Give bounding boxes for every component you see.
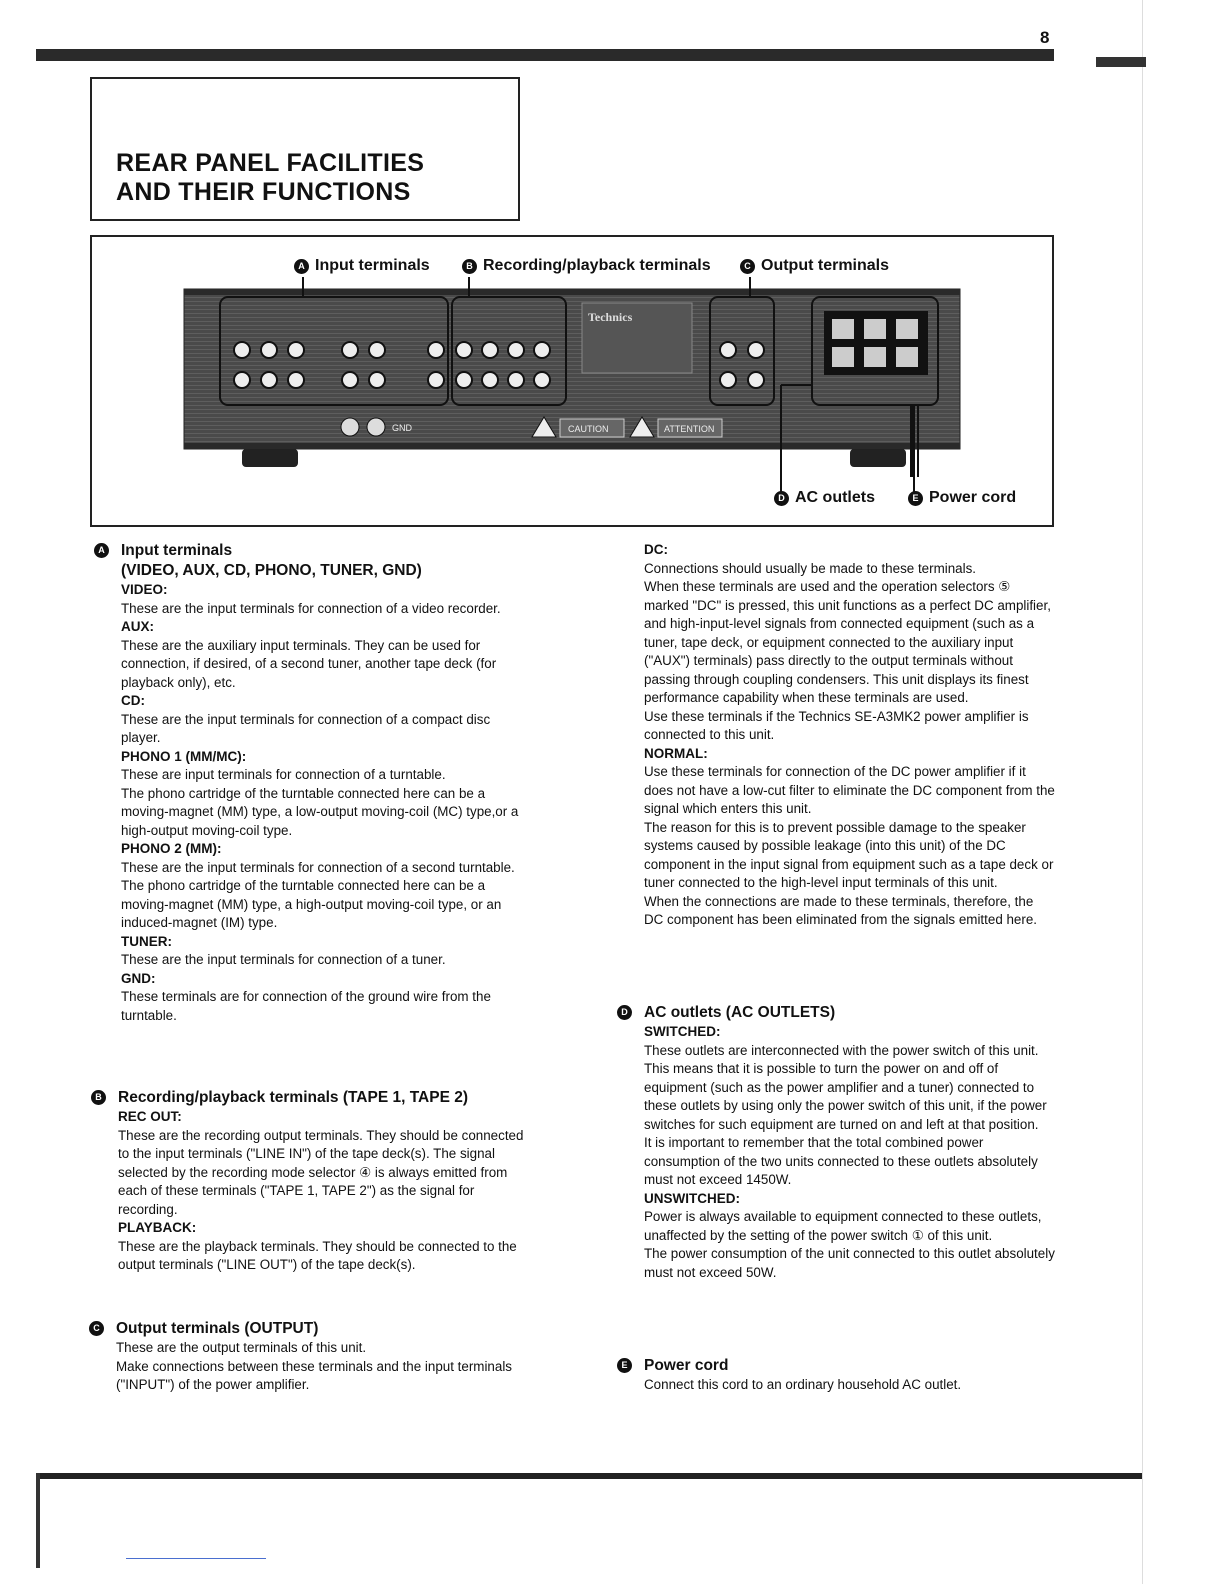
gnd-knob-2 <box>367 418 385 436</box>
section-power-cord <box>621 1356 1056 1395</box>
badge-b: B <box>91 1090 106 1105</box>
phono2-text: These are the input terminals for connection of a second turntable. <box>121 859 515 875</box>
switched-text-3: It is important to remember that the total combined power consumption of the two units connected to these outlets absolutely must not exceed 1450W. <box>644 1135 1038 1187</box>
foot-right <box>850 449 906 467</box>
badge-d: D <box>617 1005 632 1020</box>
switched-text-1: These outlets are interconnected with the power switch of this unit. <box>644 1042 1039 1058</box>
callout-recording-playback <box>462 257 711 275</box>
output-text-2: Make connections between these terminals and the input terminals ("INPUT") of the power amplifier. <box>116 1358 512 1392</box>
attention-label: ATTENTION <box>664 424 715 434</box>
power-cord-text: Connect this cord to an ordinary household AC outlet. <box>644 1377 962 1392</box>
gnd-text: These terminals are for connection of the ground wire from the turntable. <box>121 989 491 1023</box>
badge-b: B <box>462 259 477 274</box>
gnd-knob-1 <box>341 418 359 436</box>
rec-out-text: These are the recording output terminals. They should be connected to the input terminals ("LINE IN") of the tape deck(s). The signal selected by the recording mode selector ④ is always emitted from each of these terminals ("TAPE 1, TAPE 2") as the signal for recording. <box>118 1127 524 1217</box>
gnd-heading: GND: <box>121 970 156 986</box>
brand-label: Technics <box>588 310 633 324</box>
switched-text-2: This means that it is possible to turn the power on and off of equipment (such as the power amplifier and a tuner) connected to these outlets by using only the power switch of this unit, if the power switches for such equipment are turned on and left at that position. <box>644 1061 1047 1132</box>
video-text: These are the input terminals for connection of a video recorder. <box>121 600 501 616</box>
section-dc <box>644 541 1056 930</box>
section-subtitle: (VIDEO, AUX, CD, PHONO, TUNER, GND) <box>121 562 422 579</box>
phono1-heading: PHONO 1 (MM/MC): <box>121 748 247 764</box>
bottom-line-mark <box>126 1558 266 1559</box>
badge-d: D <box>774 491 789 506</box>
callout-label: Output terminals <box>761 257 890 274</box>
section-recording-playback <box>95 1088 530 1275</box>
dc-text-2: When these terminals are used and the operation selectors ⑤ marked "DC" is pressed, this unit functions as a perfect DC amplifier, and high-input-level signals from connected equipment (such as a tuner, tape deck, or equipment connected to the auxiliary input ("AUX") terminals) pass directly to the output terminals without passing through coupling condensers. This unit displays its finest performance capability when these terminals are used. <box>644 579 1051 705</box>
section-title: Power cord <box>644 1357 729 1374</box>
phono2-text-2: The phono cartridge of the turntable connected here can be a moving-magnet (MM) type, a high-output moving-coil type, or an induced-magnet (IM) type. <box>121 878 502 930</box>
output-text-1: These are the output terminals of this unit. <box>116 1340 367 1355</box>
phono1-text: These are input terminals for connection of a turntable. <box>121 767 446 782</box>
cd-heading: CD: <box>121 693 145 708</box>
phono1-text-2: The phono cartridge of the turntable connected here can be a moving-magnet (MM) type, a low-output moving-coil (MC) type,or a high-output moving-coil type. <box>121 785 519 838</box>
badge-a: A <box>94 543 109 558</box>
callout-label: AC outlets <box>795 489 875 506</box>
badge-c: C <box>740 259 755 274</box>
playback-heading: PLAYBACK: <box>118 1220 197 1235</box>
unswitched-text-2: The power consumption of the unit connected to this outlet absolutely must not exceed 50W. <box>644 1246 1055 1280</box>
phono2-heading: PHONO 2 (MM): <box>121 841 222 856</box>
aux-text: These are the auxiliary input terminals. They can be used for connection, if desired, of a second tuner, another tape deck (for playback only), etc. <box>121 637 497 690</box>
tuner-text: These are the input terminals for connection of a tuner. <box>121 952 446 967</box>
playback-text: These are the playback terminals. They should be connected to the output terminals ("LINE OUT") of the tape deck(s). <box>118 1238 517 1272</box>
title-line-1: REAR PANEL FACILITIES <box>116 149 425 177</box>
section-ac-outlets <box>621 1003 1056 1282</box>
callout-label: Power cord <box>929 489 1017 506</box>
normal-text-1: Use these terminals for connection of the DC power amplifier if it does not have a low-cut filter to eliminate the DC component from the signal which enters this unit. <box>644 764 1055 816</box>
switched-heading: SWITCHED: <box>644 1024 721 1039</box>
section-title: Output terminals (OUTPUT) <box>116 1320 319 1337</box>
foot-left <box>242 449 298 467</box>
page-edge <box>1142 0 1224 1584</box>
dc-text-1: Connections should usually be made to these terminals. <box>644 560 976 576</box>
section-title: Input terminals <box>121 542 233 559</box>
badge-e: E <box>617 1358 632 1373</box>
page-number: 8 <box>1040 28 1050 47</box>
caution-label: CAUTION <box>568 424 609 434</box>
callout-label: Input terminals <box>315 257 430 274</box>
page-title <box>116 149 424 207</box>
badge-a: A <box>294 259 309 274</box>
badge-c: C <box>89 1321 104 1336</box>
cd-text: These are the input terminals for connection of a compact disc player. <box>121 711 491 745</box>
rear-panel-figure <box>90 235 1054 527</box>
title-box <box>90 77 520 221</box>
section-input-terminals <box>98 541 531 1025</box>
unswitched-heading: UNSWITCHED: <box>644 1190 740 1206</box>
section-output-terminals <box>93 1319 530 1395</box>
rec-out-heading: REC OUT: <box>118 1109 182 1124</box>
left-edge-mark <box>36 1473 40 1568</box>
video-heading: VIDEO: <box>121 582 168 597</box>
badge-e: E <box>908 491 923 506</box>
normal-text-2: The reason for this is to prevent possible damage to the speaker systems caused by possible leakage (into this unit) of the DC component in the input signal from equipment such as a tape deck or tuner connected to the high-level input terminals of this unit. <box>644 819 1054 890</box>
title-line-2: AND THEIR FUNCTIONS <box>116 178 411 206</box>
dc-text-3: Use these terminals if the Technics SE-A3MK2 power amplifier is connected to this unit. <box>644 708 1029 742</box>
unswitched-text-1: Power is always available to equipment connected to these outlets, unaffected by the setting of the power switch ① of this unit. <box>644 1209 1042 1243</box>
top-rule-tab <box>1096 57 1146 67</box>
top-rule <box>36 49 1054 61</box>
aux-heading: AUX: <box>121 619 154 634</box>
normal-heading: NORMAL: <box>644 745 708 761</box>
callout-output-terminals <box>740 257 889 275</box>
callout-power-cord <box>908 489 1016 507</box>
section-title: Recording/playback terminals (TAPE 1, TAPE 2) <box>118 1089 468 1106</box>
callout-input-terminals <box>294 257 430 275</box>
tuner-heading: TUNER: <box>121 933 172 949</box>
gnd-label: GND <box>392 423 412 433</box>
bottom-rule <box>36 1473 1142 1479</box>
normal-text-3: When the connections are made to these terminals, therefore, the DC component has been eliminated from the signals emitted here. <box>644 893 1038 927</box>
section-title: AC outlets (AC OUTLETS) <box>644 1004 836 1021</box>
dc-heading: DC: <box>644 542 668 557</box>
callout-label: Recording/playback terminals <box>483 257 711 274</box>
rear-panel-illustration <box>92 237 1052 525</box>
callout-ac-outlets <box>774 489 875 507</box>
